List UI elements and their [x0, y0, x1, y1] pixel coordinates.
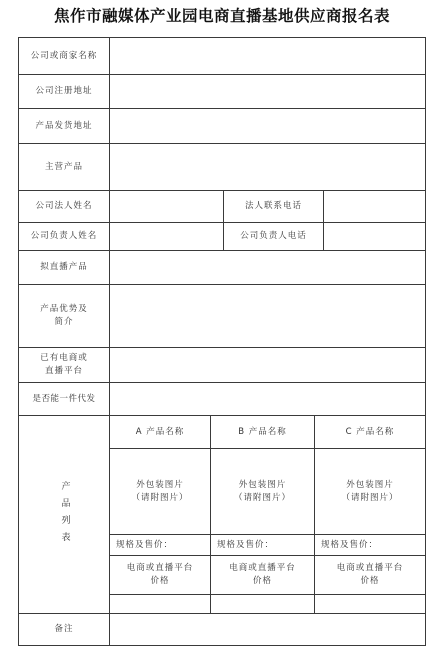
product-a-image[interactable]: 外包装图片 （请附图片） [109, 448, 211, 535]
product-b-platform-price[interactable]: 电商或直播平台 价格 [210, 555, 315, 595]
label-main-product: 主营产品 [18, 143, 110, 191]
label-existing-platform: 已有电商或 直播平台 [18, 347, 110, 383]
product-a-platform-price[interactable]: 电商或直播平台 价格 [109, 555, 211, 595]
label-dropship: 是否能一件代发 [18, 382, 110, 416]
product-a-price[interactable]: 规格及售价： [109, 534, 211, 556]
company-name-field[interactable] [109, 37, 426, 75]
product-c-price[interactable]: 规格及售价： [314, 534, 426, 556]
label-legal-name: 公司法人姓名 [18, 190, 110, 223]
label-legal-phone: 法人联系电话 [223, 190, 324, 223]
dropship-field[interactable] [109, 382, 426, 416]
advantages-field[interactable] [109, 284, 426, 348]
manager-name-field[interactable] [109, 222, 224, 251]
manager-phone-field[interactable] [323, 222, 426, 251]
product-c-platform-price[interactable]: 电商或直播平台 价格 [314, 555, 426, 595]
legal-phone-field[interactable] [323, 190, 426, 223]
product-b-image[interactable]: 外包装图片 （请附图片） [210, 448, 315, 535]
product-list-text: 产品列表 [59, 480, 70, 549]
product-b-price[interactable]: 规格及售价： [210, 534, 315, 556]
product-c-blank[interactable] [314, 594, 426, 614]
live-product-field[interactable] [109, 250, 426, 285]
main-product-field[interactable] [109, 143, 426, 191]
remarks-field[interactable] [109, 613, 426, 646]
label-manager-name: 公司负责人姓名 [18, 222, 110, 251]
label-remarks: 备注 [18, 613, 110, 646]
label-live-product: 拟直播产品 [18, 250, 110, 285]
label-ship-address: 产品发货地址 [18, 108, 110, 144]
form-title: 焦作市融媒体产业园电商直播基地供应商报名表 [53, 6, 390, 25]
label-reg-address: 公司注册地址 [18, 74, 110, 109]
label-product-list [18, 415, 110, 614]
product-c-image[interactable]: 外包装图片 （请附图片） [314, 448, 426, 535]
product-c-name[interactable]: C 产品名称 [314, 415, 426, 449]
label-advantages: 产品优势及 简介 [18, 284, 110, 348]
ship-address-field[interactable] [109, 108, 426, 144]
product-b-name[interactable]: B 产品名称 [210, 415, 315, 449]
existing-platform-field[interactable] [109, 347, 426, 383]
reg-address-field[interactable] [109, 74, 426, 109]
label-company-name: 公司或商家名称 [18, 37, 110, 75]
legal-name-field[interactable] [109, 190, 224, 223]
label-manager-phone: 公司负责人电话 [223, 222, 324, 251]
product-b-blank[interactable] [210, 594, 315, 614]
product-a-name[interactable]: A 产品名称 [109, 415, 211, 449]
product-a-blank[interactable] [109, 594, 211, 614]
registration-form [18, 37, 426, 647]
